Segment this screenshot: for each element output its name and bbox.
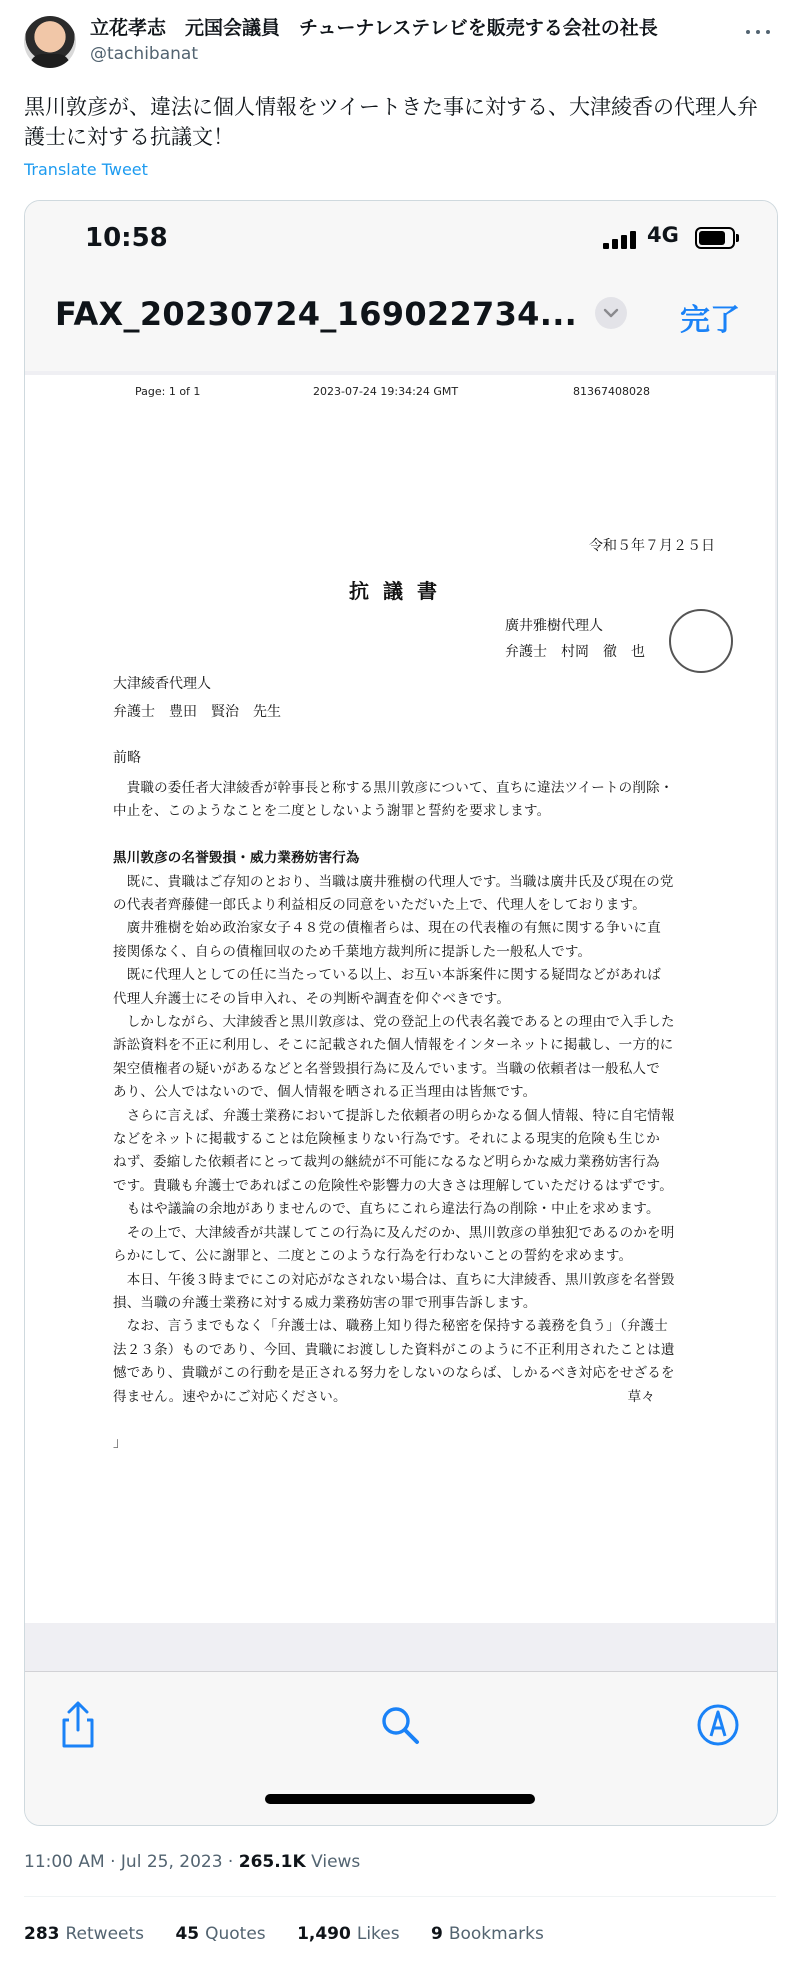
author-handle[interactable]: @tachibanat xyxy=(90,44,198,64)
views-count: 265.1K xyxy=(238,1852,306,1872)
translate-tweet-link[interactable]: Translate Tweet xyxy=(24,160,148,179)
sender-org: 廣井雅樹代理人 xyxy=(505,618,603,634)
document-body-line: 架空債権者の疑いがあるなどと名誉毀損行為に及んでいます。当職の依頼者は一般私人で xyxy=(113,1060,660,1077)
chevron-down-icon[interactable] xyxy=(595,297,627,329)
document-body-line xyxy=(113,1409,713,1432)
signal-icon xyxy=(603,229,637,249)
document-body-line: らかにして、公に謝罪と、二度とこのような行為を行わないことの誓約を求めます。 xyxy=(113,1248,633,1265)
home-indicator xyxy=(265,1794,535,1804)
document-body-line: 接関係なく、自らの債権回収のため千葉地方裁判所に提訴した一般私人です。 xyxy=(113,943,592,960)
tweet-stats xyxy=(24,1924,570,1944)
document-body-line: 既に代理人としての任に当たっている以上、お互い本訴案件に関する疑問などがあれば xyxy=(113,967,661,984)
document-body-line: しかしながら、大津綾香と黒川敦彦は、党の登記上の代表名義であるとの理由で入手した xyxy=(113,1014,675,1031)
document-body-line: その上で、大津綾香が共謀してこの行為に及んだのか、黒川敦彦の単独犯であるのかを明 xyxy=(113,1224,675,1241)
viewer-toolbar xyxy=(25,1671,777,1826)
tweet-timestamp[interactable]: 11:00 AM · Jul 25, 2023 · xyxy=(24,1852,239,1872)
fax-header xyxy=(25,381,775,401)
document-body-line: さらに言えば、弁護士業務において提訴した依頼者の明らかなる個人情報、特に自宅情報 xyxy=(113,1107,675,1124)
avatar[interactable] xyxy=(24,16,76,68)
bookmarks-stat[interactable]: 9 Bookmarks xyxy=(431,1924,544,1944)
sender-name: 弁護士 村岡 徹 也 xyxy=(505,644,645,660)
greeting: 前略 xyxy=(113,750,141,766)
retweets-stat[interactable]: 283 Retweets xyxy=(24,1924,145,1944)
document-title: 抗議書 xyxy=(349,579,451,603)
phone-status-bar xyxy=(25,201,777,261)
author-name[interactable]: 立花孝志 元国会議員 チューナレステレビを販売する会社の社長 xyxy=(90,17,658,39)
recipient-org: 大津綾香代理人 xyxy=(113,676,211,692)
document-body-line: などをネットに掲載することは危険極まりない行為です。それによる現実的危険も生じか xyxy=(113,1131,660,1148)
document-body-line: 法２３条）ものであり、今回、貴職にお渡しした資料がこのように不正利用されたことは遺 xyxy=(113,1341,675,1358)
done-button[interactable]: 完了 xyxy=(680,303,740,338)
network-label: 4G xyxy=(647,223,679,247)
document-body-line: 憾であり、貴職がこの行動を是正される努力をしないのならば、しかるべき対応をせざるを xyxy=(113,1365,675,1382)
share-icon[interactable] xyxy=(55,1700,101,1750)
document-body-line: の代表者齊藤健一郎氏より利益相反の同意をいただいた上で、代理人をしております。 xyxy=(113,897,646,914)
fax-page-number: Page: 1 of 1 xyxy=(135,385,201,398)
tweet-meta xyxy=(24,1852,360,1872)
document-body-line: 黒川敦彦の名誉毀損・威力業務妨害行為 xyxy=(113,850,360,867)
tweet-image[interactable] xyxy=(24,200,778,1826)
document-body xyxy=(113,777,713,1456)
document-body-line xyxy=(113,824,713,847)
more-options-icon[interactable] xyxy=(746,20,770,44)
fax-document-page xyxy=(25,375,775,1623)
document-body-line: 既に、貴職はご存知のとおり、当職は廣井雅樹の代理人です。当職は廣井氏及び現在の党 xyxy=(113,873,674,890)
document-body-line: 損、当職の弁護士業務に対する威力業務妨害の罪で刑事告訴します。 xyxy=(113,1294,537,1311)
battery-icon xyxy=(695,227,735,249)
document-body-line: もはや議論の余地がありませんので、直ちにこれら違法行為の削除・中止を求めます。 xyxy=(113,1201,660,1218)
document-body-line: 」 xyxy=(113,1435,127,1452)
recipient-name: 弁護士 豊田 賢治 先生 xyxy=(113,704,281,720)
document-body-line: あり、公人ではないので、個人情報を晒される正当理由は皆無です。 xyxy=(113,1084,537,1101)
markup-icon[interactable] xyxy=(695,1700,741,1750)
views-label: Views xyxy=(305,1852,361,1872)
fax-datetime: 2023-07-24 19:34:24 GMT xyxy=(313,385,459,398)
document-body-line: 貴職の委任者大津綾香が幹事長と称する黒川敦彦について、直ちに違法ツイートの削除・ xyxy=(113,780,674,796)
document-body-line: です。貴職も弁護士であればこの危険性や影響力の大きさは理解していただけるはずです。 xyxy=(113,1177,673,1194)
search-icon[interactable] xyxy=(377,1700,423,1750)
document-body-line: 廣井雅樹を始め政治家女子４８党の債権者らは、現在の代表権の有無に関する争いに直 xyxy=(113,920,661,937)
document-body-line: 得ません。速やかにご対応ください。 草々 xyxy=(113,1388,656,1405)
document-body-line: 中止を、このようなことを二度としないよう謝罪と誓約を要求します。 xyxy=(113,803,551,820)
seal-stamp xyxy=(669,609,733,673)
fax-number: 81367408028 xyxy=(573,385,650,398)
quotes-stat[interactable]: 45 Quotes xyxy=(175,1924,266,1944)
viewer-nav-bar xyxy=(25,261,777,372)
divider xyxy=(24,1896,776,1897)
document-body-line: なお、言うまでもなく「弁護士は、職務上知り得た秘密を保持する義務を負う」（弁護士 xyxy=(113,1318,668,1335)
tweet-text: 黒川敦彦が、違法に個人情報をツイートきた事に対する、大津綾香の代理人弁護士に対する抗議文！ xyxy=(24,95,758,149)
document-body-line: 訴訟資料を不正に利用し、そこに記載された個人情報をインターネットに掲載し、一方的に xyxy=(113,1037,674,1054)
document-body-line: 代理人弁護士にその旨申入れ、その判断や調査を仰ぐべきです。 xyxy=(113,990,511,1007)
document-body-line: ねず、委縮した依頼者にとって裁判の継続が不可能になるなど明らかな威力業務妨害行為 xyxy=(113,1154,660,1171)
document-date: 令和５年７月２５日 xyxy=(589,538,715,554)
document-body-line: 本日、午後３時までにこの対応がなされない場合は、直ちに大津綾香、黒川敦彦を名誉毀 xyxy=(113,1271,675,1288)
phone-time: 10:58 xyxy=(85,223,168,253)
likes-stat[interactable]: 1,490 Likes xyxy=(297,1924,400,1944)
file-name: FAX_20230724_169022734... xyxy=(55,295,578,333)
